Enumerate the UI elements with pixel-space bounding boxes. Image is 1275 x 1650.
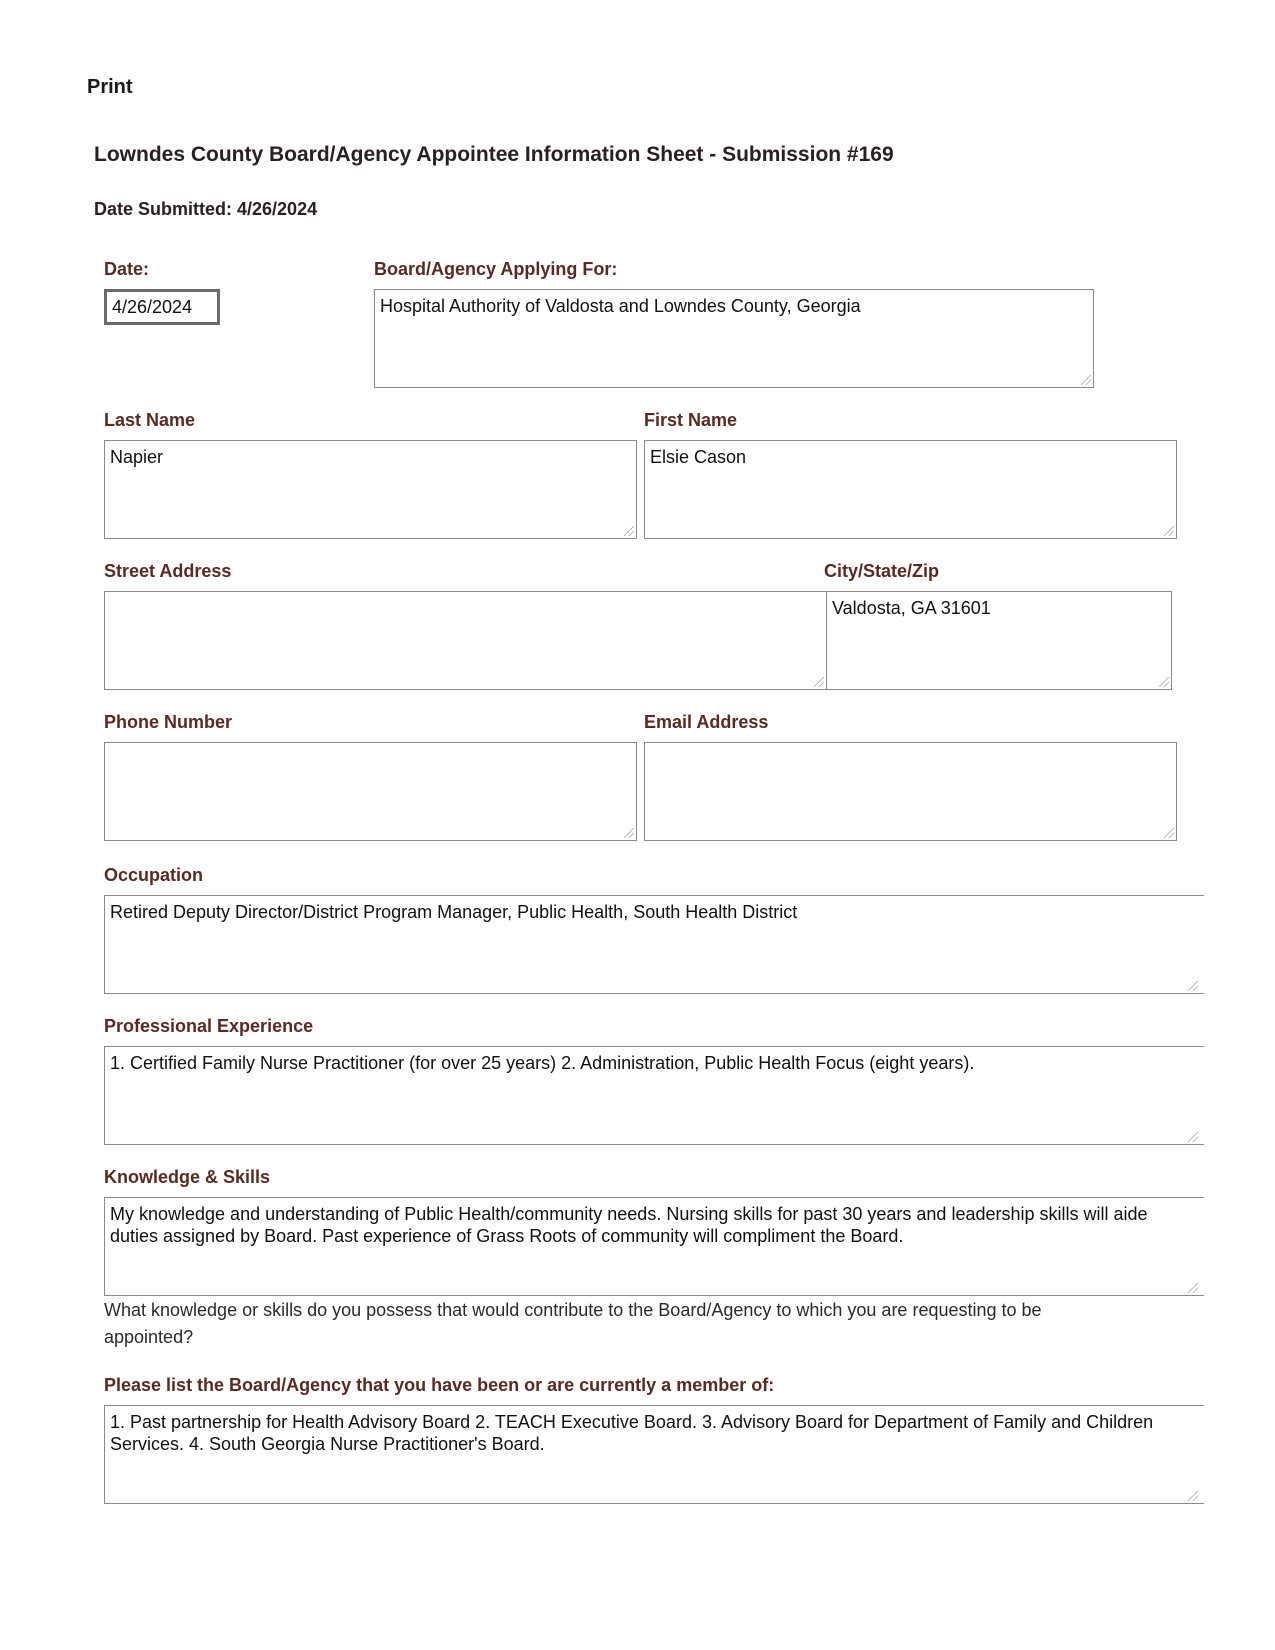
phone-label: Phone Number (104, 712, 233, 732)
phone-field[interactable] (104, 742, 637, 841)
resize-grip-icon[interactable] (1188, 1491, 1198, 1501)
street-address-label: Street Address (104, 561, 232, 581)
last-name-value: Napier (110, 447, 164, 467)
occupation-field[interactable] (104, 895, 1204, 994)
board-agency-label: Board/Agency Applying For: (374, 259, 618, 279)
first-name-field[interactable] (644, 440, 1177, 539)
resize-grip-icon[interactable] (814, 677, 824, 687)
professional-experience-label: Professional Experience (104, 1016, 314, 1036)
last-name-field[interactable] (104, 440, 637, 539)
resize-grip-icon[interactable] (1188, 1283, 1198, 1293)
resize-grip-icon[interactable] (1188, 981, 1198, 991)
email-field[interactable] (644, 742, 1177, 841)
occupation-label: Occupation (104, 865, 204, 885)
resize-grip-icon[interactable] (1164, 828, 1174, 838)
board-agency-field[interactable] (374, 289, 1094, 388)
page-title: Lowndes County Board/Agency Appointee Information Sheet - Submission #169 (94, 143, 894, 166)
resize-grip-icon[interactable] (624, 828, 634, 838)
city-state-zip-value: Valdosta, GA 31601 (832, 598, 991, 618)
resize-grip-icon[interactable] (1081, 375, 1091, 385)
city-state-zip-label: City/State/Zip (824, 561, 940, 581)
date-label: Date: (104, 259, 150, 279)
street-address-field[interactable] (104, 591, 827, 690)
last-name-label: Last Name (104, 410, 196, 430)
resize-grip-icon[interactable] (1164, 526, 1174, 536)
knowledge-skills-field[interactable] (104, 1197, 1204, 1296)
occupation-value: Retired Deputy Director/District Program Manager, Public Health, South Health District (110, 902, 798, 922)
knowledge-skills-value: My knowledge and understanding of Public Health/community needs. Nursing skills for past 30 years and leadership skills will aide duties assigned by Board. Past experience of Grass Roots of community will compliment the Board. (110, 1204, 1148, 1246)
professional-experience-value: 1. Certified Family Nurse Practitioner (for over 25 years) 2. Administration, Public Health Focus (eight years). (110, 1053, 975, 1073)
resize-grip-icon[interactable] (624, 526, 634, 536)
board-agency-value: Hospital Authority of Valdosta and Lowndes County, Georgia (380, 296, 861, 316)
boards-member-of-value: 1. Past partnership for Health Advisory Board 2. TEACH Executive Board. 3. Advisory Board for Department of Family and Children Services. 4. South Georgia Nurse Practitioner's Board. (110, 1412, 1154, 1454)
email-label: Email Address (644, 712, 769, 732)
boards-member-of-label: Please list the Board/Agency that you have been or are currently a member of: (104, 1375, 775, 1395)
date-field[interactable] (104, 289, 220, 325)
knowledge-skills-label: Knowledge & Skills (104, 1167, 271, 1187)
print-link[interactable]: Print (87, 76, 133, 98)
knowledge-skills-help-text: What knowledge or skills do you possess that would contribute to the Board/Agency to which you are requesting to be appointed? (104, 1300, 1042, 1347)
resize-grip-icon[interactable] (1188, 1132, 1198, 1142)
resize-grip-icon[interactable] (1159, 677, 1169, 687)
first-name-value: Elsie Cason (650, 447, 747, 467)
boards-member-of-field[interactable] (104, 1405, 1204, 1504)
date-submitted: Date Submitted: 4/26/2024 (94, 199, 318, 219)
date-value: 4/26/2024 (112, 297, 193, 317)
professional-experience-field[interactable] (104, 1046, 1204, 1145)
first-name-label: First Name (644, 410, 738, 430)
city-state-zip-field[interactable] (826, 591, 1172, 690)
